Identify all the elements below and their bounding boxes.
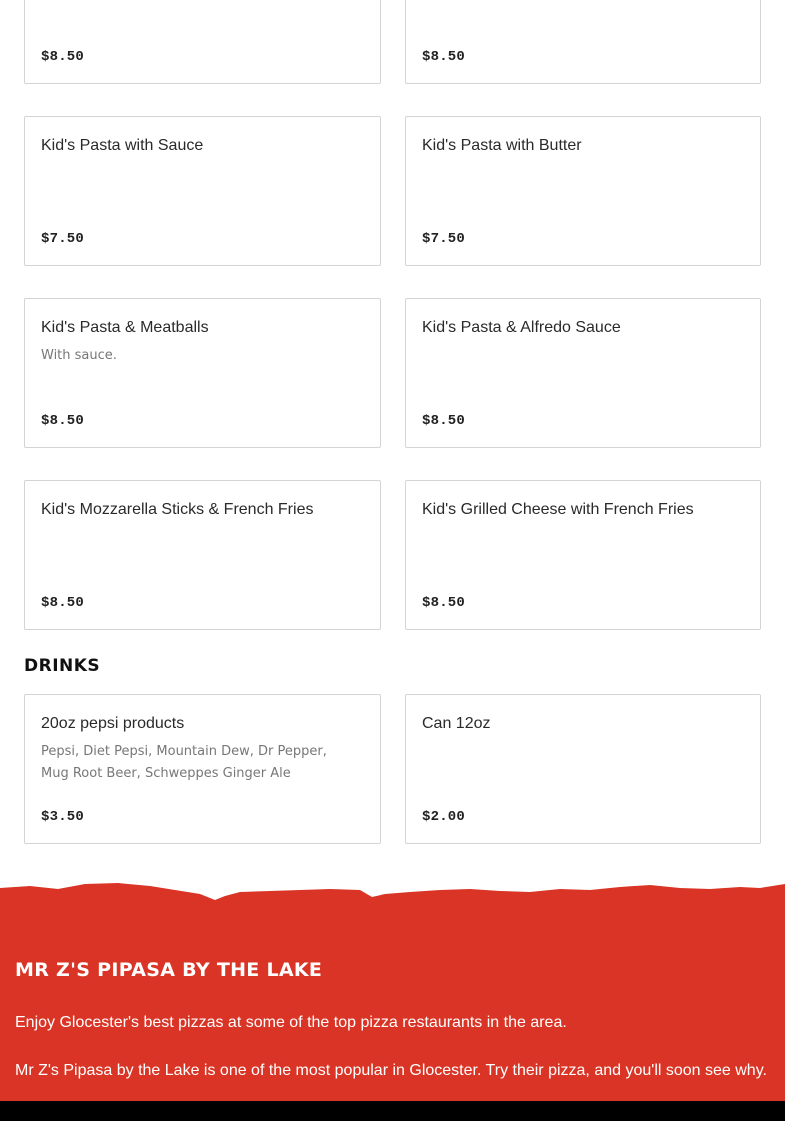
drink-item-description: Pepsi, Diet Pepsi, Mountain Dew, Dr Pepper, Mug Root Beer, Schweppes Ginger Ale (41, 744, 327, 781)
menu-item-name: Kid's Pasta & Alfredo Sauce (422, 319, 621, 336)
drink-item-card[interactable] (24, 694, 381, 844)
bottom-bar (0, 1101, 785, 1121)
menu-item-card[interactable] (24, 116, 381, 266)
menu-item-name: Kid's Pasta with Butter (422, 137, 582, 154)
footer-title: MR Z'S PIPASA BY THE LAKE (15, 959, 323, 981)
menu-item-price: $8.50 (422, 595, 466, 611)
menu-item-price: $8.50 (41, 595, 85, 611)
menu-item-name: Kid's Mozzarella Sticks & French Fries (41, 501, 314, 518)
menu-item-name: Kid's Grilled Cheese with French Fries (422, 501, 694, 518)
menu-item-card[interactable] (24, 298, 381, 448)
section-heading-drinks: DRINKS (24, 656, 101, 676)
menu-item-price: $8.50 (422, 49, 466, 65)
menu-item-price: $7.50 (41, 231, 85, 247)
footer-paragraph: Enjoy Glocester's best pizzas at some of the top pizza restaurants in the area. (15, 1014, 567, 1031)
drink-item-name: 20oz pepsi products (41, 715, 185, 732)
site-footer (0, 880, 785, 1102)
menu-item-card[interactable] (405, 480, 761, 630)
menu-item-price: $8.50 (422, 413, 466, 429)
menu-item-description: With sauce. (41, 348, 117, 363)
drink-item-price: $2.00 (422, 809, 466, 825)
menu-item-card[interactable] (24, 480, 381, 630)
drink-item-price: $3.50 (41, 809, 85, 825)
menu-item-price: $7.50 (422, 231, 466, 247)
menu-item-price: $8.50 (41, 49, 85, 65)
drink-item-card[interactable] (405, 694, 761, 844)
footer-paragraph: Mr Z's Pipasa by the Lake is one of the most popular in Glocester. Try their pizza, and you'll soon see why. (15, 1062, 767, 1079)
menu-item-card[interactable] (405, 116, 761, 266)
drink-item-name: Can 12oz (422, 715, 491, 732)
menu-item-name: Kid's Pasta with Sauce (41, 137, 204, 154)
menu-item-card[interactable] (405, 298, 761, 448)
menu-item-card[interactable] (24, 0, 381, 84)
menu-item-price: $8.50 (41, 413, 85, 429)
menu-item-card[interactable] (405, 0, 761, 84)
menu-item-name: Kid's Pasta & Meatballs (41, 319, 209, 336)
